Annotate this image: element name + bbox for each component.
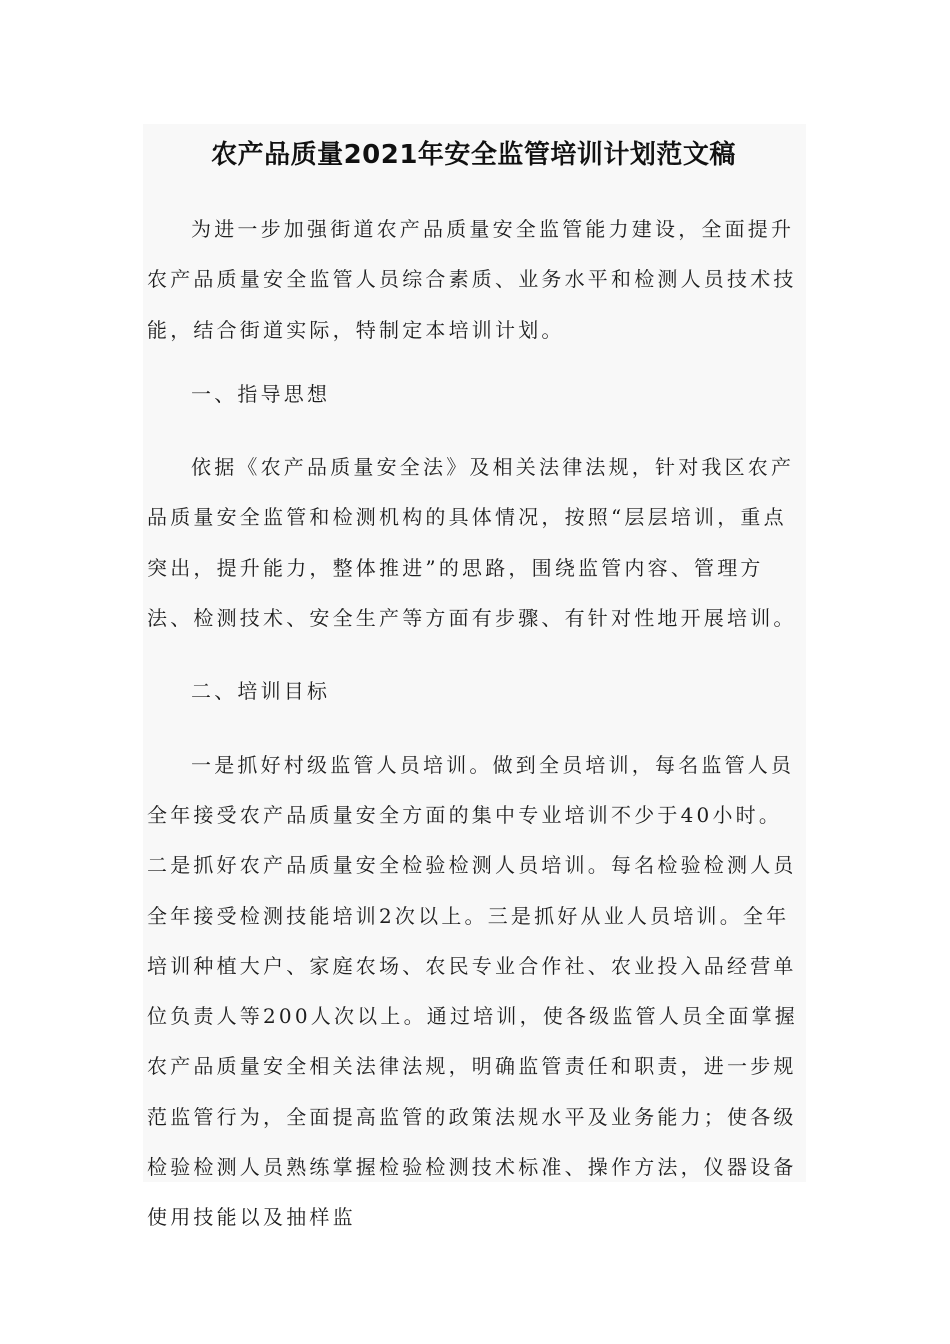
section-heading-training-goals: 二、培训目标 [191, 679, 331, 704]
paragraph-intro: 为进一步加强街道农产品质量安全监管能力建设，全面提升农产品质量安全监管人员综合素质、业务水平和检测人员技术技能，结合街道实际，特制定本培训计划。 [147, 217, 797, 342]
document-page [143, 124, 806, 1230]
document-title: 农产品质量2021年安全监管培训计划范文稿 [211, 140, 736, 170]
paragraph-guiding-ideology: 依据《农产品质量安全法》及相关法律法规，针对我区农产品质量安全监管和检测机构的具体情况，按照“层层培训，重点突出，提升能力，整体推进”的思路，围绕监管内容、管理方法、检测技术、安全生产等方面有步骤、有针对性地开展培训。 [147, 455, 797, 631]
section-heading-guiding-ideology: 一、指导思想 [191, 381, 331, 406]
paragraph-training-goals: 一是抓好村级监管人员培训。做到全员培训，每名监管人员全年接受农产品质量安全方面的集中专业培训不少于40小时。二是抓好农产品质量安全检验检测人员培训。每名检验检测人员全年接受检测技能培训2次以上。三是抓好从业人员培训。全年培训种植大户、家庭农场、农民专业合作社、农业投入品经营单位负责人等200人次以上。通过培训，使各级监管人员全面掌握农产品质量安全相关法律法规，明确监管责任和职责，进一步规范监管行为，全面提高监管的政策法规水平及业务能力；使各级检验检测人员熟练掌握检验检测技术标准、操作方法，仪器设备使用技能以及抽样监 [147, 752, 798, 1230]
